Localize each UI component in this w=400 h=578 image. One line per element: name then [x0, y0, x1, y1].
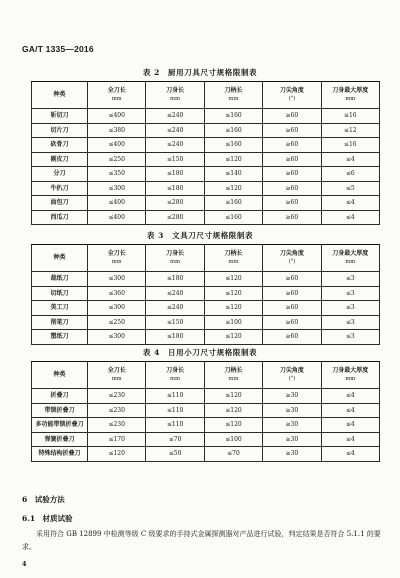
knife-type-cell: 分刀	[32, 167, 88, 182]
spec-cell: ≤140	[204, 167, 262, 182]
column-header-unit: mm	[170, 259, 180, 265]
column-header-unit: mm	[111, 259, 122, 265]
table-row	[32, 432, 380, 447]
spec-cell: ≥30	[263, 418, 321, 433]
column-header-unit: mm	[228, 259, 239, 265]
knife-type-cell: 斩切刀	[32, 109, 88, 124]
spec-cell: ≥60	[263, 272, 321, 287]
spec-cell: ≤110	[146, 389, 204, 404]
spec-cell: ≤3	[321, 301, 379, 316]
column-header	[146, 82, 204, 109]
page-number: 4	[22, 560, 27, 568]
column-header-label: 种类	[53, 371, 66, 378]
column-header	[321, 362, 379, 389]
spec-cell: ≥60	[263, 301, 321, 316]
spec-cell: ≤160	[204, 196, 262, 211]
column-header	[321, 82, 379, 109]
table-row	[32, 418, 380, 433]
spec-cell: ≤300	[88, 181, 146, 196]
column-header	[263, 82, 321, 109]
column-header-label: 刀身最大厚度	[332, 367, 369, 374]
spec-cell: ≤120	[204, 403, 262, 418]
section-6-heading: 6 试验方法	[22, 495, 65, 504]
spec-cell: ≤180	[146, 181, 204, 196]
spec-cell: ≤400	[88, 138, 146, 153]
spec-cell: ≤160	[204, 210, 262, 225]
spec-cell: ≤3	[321, 286, 379, 301]
column-header-unit: mm	[170, 376, 180, 382]
table-row	[32, 181, 380, 196]
spec-cell: ≤240	[146, 109, 204, 124]
table-row	[32, 167, 380, 182]
spec-cell: ≤110	[146, 403, 204, 418]
spec-cell: ≤120	[88, 447, 146, 462]
spec-cell: ≤400	[88, 210, 146, 225]
column-header	[88, 82, 146, 109]
spec-cell: ≥60	[263, 138, 321, 153]
knife-type-cell: 砍骨刀	[32, 138, 88, 153]
spec-cell: ≤100	[204, 315, 262, 330]
column-header-label: 刀身长	[166, 87, 185, 94]
spec-cell: ≤120	[204, 272, 262, 287]
spec-cell: ≤120	[204, 181, 262, 196]
spec-cell: ≤100	[204, 432, 262, 447]
spec-cell: ≤4	[321, 447, 379, 462]
spec-cell: ≤250	[88, 315, 146, 330]
column-header-label: 刀身最大厚度	[332, 250, 369, 257]
table-row	[32, 138, 380, 153]
column-header-unit: mm	[111, 96, 122, 102]
knife-type-cell: 多功能带锁折叠刀	[32, 418, 88, 433]
spec-cell: ≥60	[263, 210, 321, 225]
spec-cell: ≤250	[88, 152, 146, 167]
table-row	[32, 447, 380, 462]
table-4	[31, 361, 380, 462]
column-header	[32, 82, 88, 109]
spec-cell: ≤50	[146, 447, 204, 462]
column-header-unit: mm	[228, 376, 239, 382]
column-header-unit: (°)	[288, 376, 296, 382]
spec-cell: ≤240	[146, 286, 204, 301]
column-header-label: 全刀长	[107, 367, 126, 374]
column-header	[263, 245, 321, 272]
column-header	[88, 362, 146, 389]
spec-cell: ≤280	[146, 196, 204, 211]
knife-type-cell: 弹簧折叠刀	[32, 432, 88, 447]
table-header-row	[32, 362, 380, 389]
spec-cell: ≤180	[146, 167, 204, 182]
spec-cell: ≤4	[321, 389, 379, 404]
spec-cell: ≤16	[321, 109, 379, 124]
column-header-label: 刀柄长	[224, 87, 243, 94]
table-header-row	[32, 82, 380, 109]
column-header-label: 刀尖角度	[279, 250, 304, 257]
spec-cell: ≤120	[204, 152, 262, 167]
table-row	[32, 315, 380, 330]
knife-type-cell: 裁纸刀	[32, 272, 88, 287]
table-row	[32, 210, 380, 225]
knife-type-cell: 带锁折叠刀	[32, 403, 88, 418]
section-6-1-paragraph: 采用符合 GB 12899 中检测等级 C 级要求的手持式金属探测器对产品进行试验，判定结果是否符合 5.1.1 的要求。	[22, 530, 381, 551]
spec-cell: ≤180	[146, 330, 204, 345]
column-header	[146, 362, 204, 389]
table-2	[31, 81, 380, 225]
knife-type-cell: 切纸刀	[32, 286, 88, 301]
spec-cell: ≤360	[88, 286, 146, 301]
spec-cell: ≤120	[204, 286, 262, 301]
spec-cell: ≥60	[263, 315, 321, 330]
spec-cell: ≤280	[146, 210, 204, 225]
table-row	[32, 109, 380, 124]
knife-type-cell: 面包刀	[32, 196, 88, 211]
spec-cell: ≥30	[263, 447, 321, 462]
column-header	[146, 245, 204, 272]
section-6-1-heading: 6.1 材质试验	[22, 514, 73, 523]
knife-type-cell: 折叠刀	[32, 389, 88, 404]
knife-type-cell: 美工刀	[32, 301, 88, 316]
spec-cell: ≥60	[263, 286, 321, 301]
column-header-label: 刀身长	[166, 367, 185, 374]
spec-cell: ≥30	[263, 403, 321, 418]
table-row	[32, 272, 380, 287]
column-header	[32, 362, 88, 389]
spec-cell: ≥60	[263, 167, 321, 182]
column-header	[88, 245, 146, 272]
column-header-label: 刀尖角度	[279, 367, 304, 374]
spec-cell: ≤4	[321, 196, 379, 211]
column-header	[32, 245, 88, 272]
spec-cell: ≤160	[204, 109, 262, 124]
spec-cell: ≤6	[321, 167, 379, 182]
spec-cell: ≤300	[88, 272, 146, 287]
spec-cell: ≤170	[88, 432, 146, 447]
spec-cell: ≤70	[204, 447, 262, 462]
knife-type-cell: 切片刀	[32, 123, 88, 138]
table-3-caption: 表 3 文具刀尺寸规格限制表	[146, 231, 254, 240]
spec-cell: ≤240	[146, 301, 204, 316]
spec-cell: ≤380	[88, 123, 146, 138]
spec-cell: ≤240	[146, 138, 204, 153]
knife-type-cell: 削笔刀	[32, 315, 88, 330]
spec-cell: ≤3	[321, 315, 379, 330]
spec-cell: ≤4	[321, 418, 379, 433]
spec-cell: ≤4	[321, 403, 379, 418]
column-header-label: 刀身长	[166, 250, 185, 257]
spec-cell: ≥60	[263, 152, 321, 167]
knife-type-cell: 西瓜刀	[32, 210, 88, 225]
spec-cell: ≥60	[263, 330, 321, 345]
spec-cell: ≤120	[204, 389, 262, 404]
knife-type-cell: 塑纸刀	[32, 330, 88, 345]
table-row	[32, 152, 380, 167]
table-header-row	[32, 245, 380, 272]
column-header	[321, 245, 379, 272]
column-header	[263, 362, 321, 389]
spec-cell: ≤160	[204, 138, 262, 153]
column-header-label: 刀柄长	[224, 367, 243, 374]
spec-cell: ≤350	[88, 167, 146, 182]
table-row	[32, 389, 380, 404]
table-row	[32, 301, 380, 316]
spec-cell: ≤150	[146, 315, 204, 330]
table-row	[32, 196, 380, 211]
spec-cell: ≤230	[88, 418, 146, 433]
column-header	[204, 362, 262, 389]
spec-cell: ≤3	[321, 272, 379, 287]
spec-cell: ≤5	[321, 181, 379, 196]
table-row	[32, 123, 380, 138]
spec-cell: ≤3	[321, 330, 379, 345]
spec-cell: ≤300	[88, 301, 146, 316]
spec-cell: ≤4	[321, 152, 379, 167]
standard-number: GA/T 1335—2016	[22, 44, 94, 54]
spec-cell: ≤400	[88, 109, 146, 124]
spec-cell: ≤400	[88, 196, 146, 211]
column-header-label: 刀身最大厚度	[332, 87, 369, 94]
spec-cell: ≥30	[263, 432, 321, 447]
spec-cell: ≥60	[263, 196, 321, 211]
column-header-unit: mm	[228, 96, 239, 102]
column-header-unit: mm	[345, 376, 356, 382]
table-2-caption: 表 2 厨用刀具尺寸规格限制表	[142, 68, 258, 77]
spec-cell: ≤16	[321, 138, 379, 153]
column-header-label: 刀柄长	[224, 250, 243, 257]
column-header-unit: (°)	[288, 259, 296, 265]
table-row	[32, 403, 380, 418]
column-header-unit: mm	[345, 96, 356, 102]
spec-cell: ≤230	[88, 389, 146, 404]
column-header-unit: mm	[170, 96, 180, 102]
column-header-label: 种类	[53, 254, 66, 261]
spec-cell: ≤300	[88, 330, 146, 345]
column-header-unit: (°)	[288, 96, 296, 102]
table-row	[32, 286, 380, 301]
spec-cell: ≤180	[146, 272, 204, 287]
spec-cell: ≥60	[263, 123, 321, 138]
spec-cell: ≤110	[146, 418, 204, 433]
spec-cell: ≤70	[146, 432, 204, 447]
column-header-label: 刀尖角度	[279, 87, 304, 94]
spec-cell: ≤4	[321, 432, 379, 447]
spec-cell: ≤160	[204, 123, 262, 138]
column-header-unit: mm	[111, 376, 122, 382]
spec-cell: ≤230	[88, 403, 146, 418]
column-header	[204, 245, 262, 272]
spec-cell: ≤4	[321, 210, 379, 225]
knife-type-cell: 特殊结构折叠刀	[32, 447, 88, 462]
knife-type-cell: 牛扒刀	[32, 181, 88, 196]
spec-cell: ≤150	[146, 152, 204, 167]
table-row	[32, 330, 380, 345]
column-header	[204, 82, 262, 109]
spec-cell: ≤120	[204, 330, 262, 345]
column-header-label: 全刀长	[107, 87, 126, 94]
spec-cell: ≥30	[263, 389, 321, 404]
column-header-label: 全刀长	[107, 250, 126, 257]
column-header-unit: mm	[345, 259, 356, 265]
spec-cell: ≤12	[321, 123, 379, 138]
spec-cell: ≥60	[263, 109, 321, 124]
spec-cell: ≥60	[263, 181, 321, 196]
spec-cell: ≤120	[204, 418, 262, 433]
column-header-label: 种类	[53, 91, 66, 98]
spec-cell: ≤120	[204, 301, 262, 316]
table-3	[31, 244, 380, 345]
knife-type-cell: 剔皮刀	[32, 152, 88, 167]
spec-cell: ≤240	[146, 123, 204, 138]
table-4-caption: 表 4 日用小刀尺寸规格限制表	[142, 348, 258, 357]
